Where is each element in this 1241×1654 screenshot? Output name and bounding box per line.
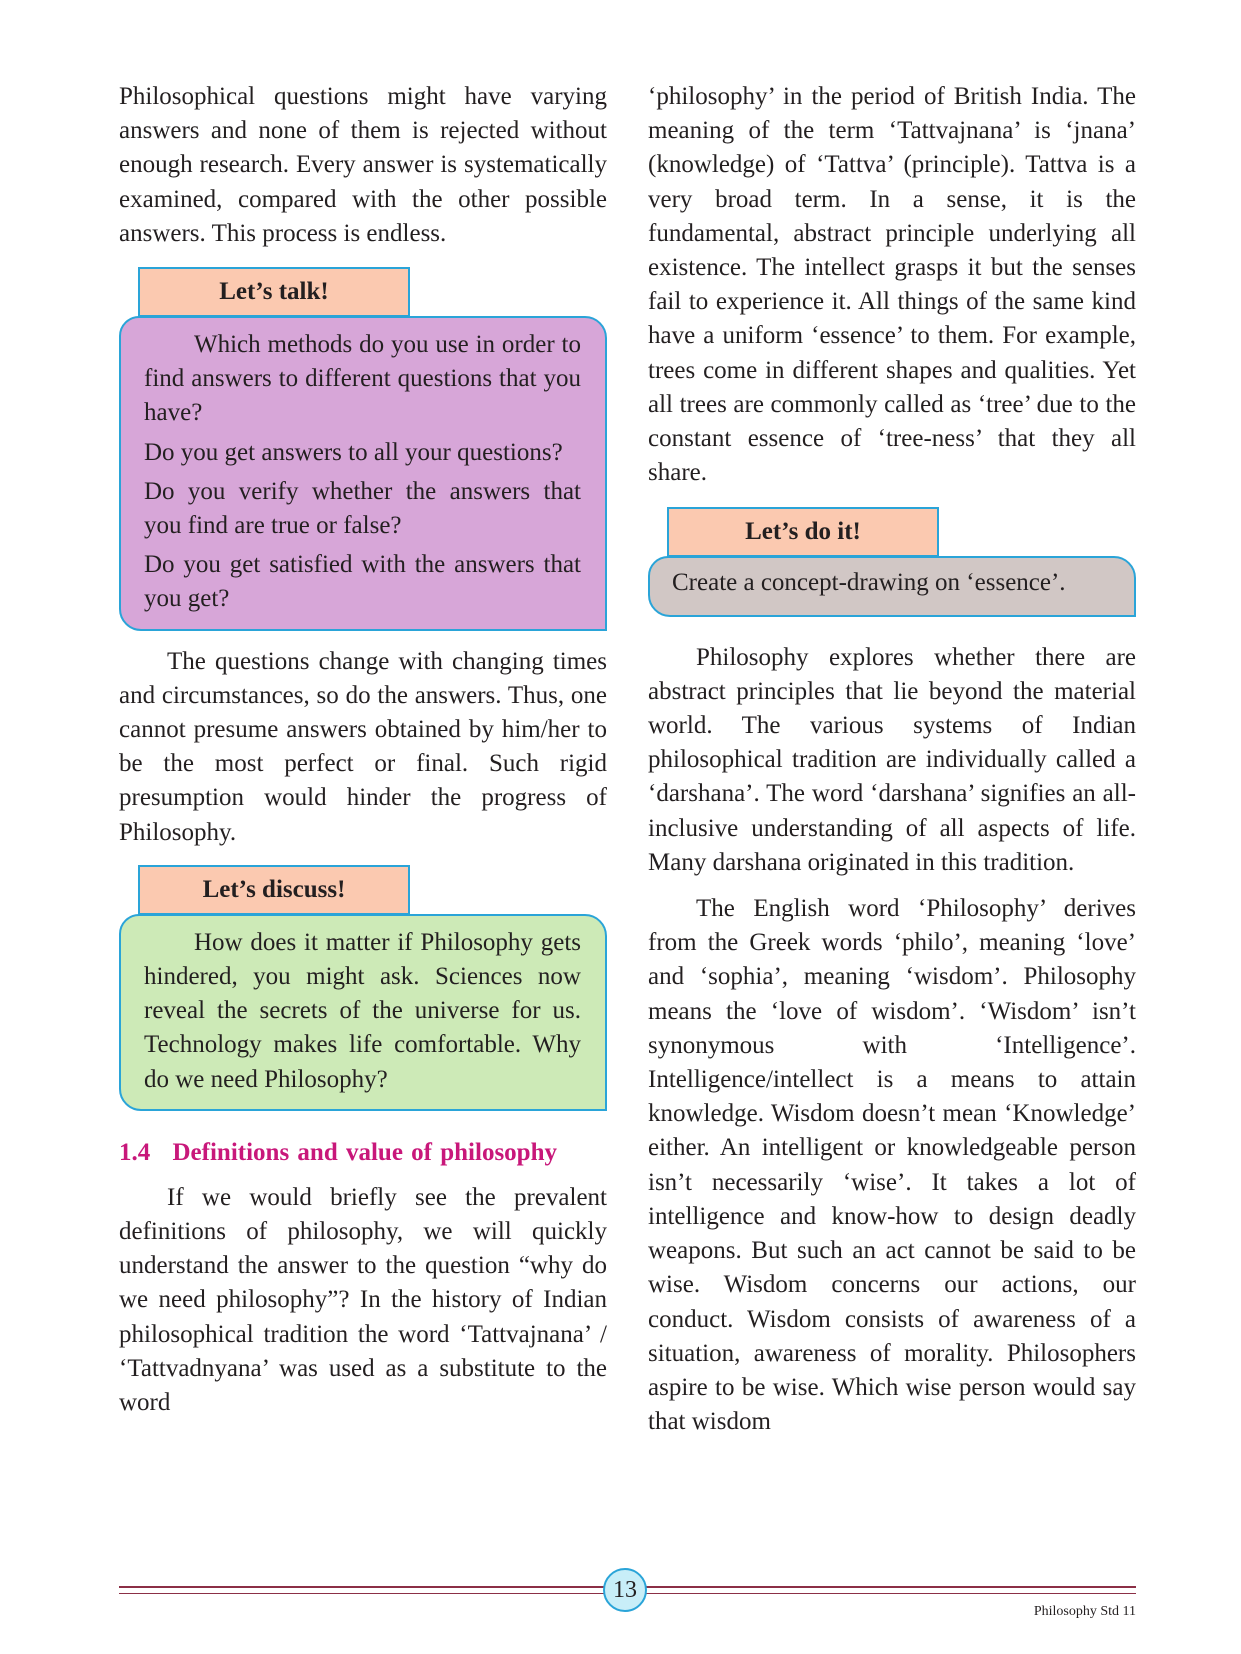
paragraph-wisdom: The English word ‘Philosophy’ derives from the Greek words ‘philo’, meaning ‘love’ and ‘sophia’, meaning ‘wisdom’. Philosophy means the ‘love of wisdom’. ‘Wisdom’ isn’t synonymous with ‘Intelligence’. Intelligence/intellect is a means to attain knowledge. Wisdom doesn’t mean ‘Knowledge’ either. An intelligent or knowledgeable person isn’t necessarily ‘wise’. It takes a lot of intelligence and know-how to design deadly weapons. But such an act cannot be said to be wise. Wisdom concerns our actions, our conduct. Wisdom consists of awareness of a situation, awareness of morality. Philosophers aspire to be wise. Which wise person would say that wisdom [648,895,1136,1436]
lets-talk-question: Do you get answers to all your questions? [144,438,563,466]
lets-discuss-heading: Let’s discuss! [138,865,410,915]
lets-talk-box [119,316,607,631]
paragraph-definitions: If we would briefly see the prevalent definitions of philosophy, we will quickly understand the answer to the question “why do we need philosophy”? In the history of Indian philosophical tradition the word ‘Tattvajnana’ / ‘Tattvadnyana’ was used as a substitute to the word [119,1183,607,1417]
lets-talk-question: Do you get satisfied with the answers that you get? [144,551,581,613]
lets-talk-question: Do you verify whether the answers that you find are true or false? [144,477,581,540]
lets-discuss-box [119,914,607,1111]
right-column [648,80,1136,1439]
section-number: 1.4 [119,1138,151,1166]
paragraph-intro: Philosophical questions might have varying answers and none of them is rejected without enough research. Every answer is systematically examined, compared with the other possible answers. This process is endless. [119,83,607,247]
lets-do-heading: Let’s do it! [667,507,939,557]
paragraph-tattvajnana: ‘philosophy’ in the period of British India. The meaning of the term ‘Tattvajnana’ is ‘jnana’ (knowledge) of ‘Tattva’ (principle). Tattva is a very broad term. In a sense, it is the fundamental, abstract principle underlying all existence. The intellect grasps it but the senses fail to experience it. All things of the same kind have a uniform ‘essence’ to them. For example, trees come in different shapes and qualities. Yet all trees are commonly called as ‘tree’ due to the constant essence of ‘tree-ness’ that they all share. [648,83,1136,487]
paragraph-questions-change: The questions change with changing times and circumstances, so do the answers. Thus, one cannot presume answers obtained by him/her to be the most perfect or final. Such rigid presumption would hinder the progress of Philosophy. [119,647,607,846]
section-heading [119,1139,607,1167]
left-column [119,80,607,1420]
lets-talk-question: Which methods do you use in order to find answers to different questions that you have? [144,331,581,427]
lets-do-box [648,556,1136,616]
page-number: 13 [603,1568,647,1612]
section-title: Definitions and value of philosophy [172,1138,557,1166]
book-label: Philosophy Std 11 [1033,1604,1136,1619]
lets-do-text: Create a concept-drawing on ‘essence’. [672,569,1066,597]
lets-talk-heading: Let’s talk! [138,267,410,317]
paragraph-darshana: Philosophy explores whether there are abstract principles that lie beyond the material world. The various systems of Indian philosophical tradition are individually called a ‘darshana’. The word ‘darshana’ signifies an all-inclusive understanding of all aspects of life. Many darshana originated in this tradition. [648,643,1136,876]
lets-discuss-text: How does it matter if Philosophy gets hindered, you might ask. Sciences now reveal the secrets of the universe for us. Technology makes life comfortable. Why do we need Philosophy? [144,928,581,1093]
